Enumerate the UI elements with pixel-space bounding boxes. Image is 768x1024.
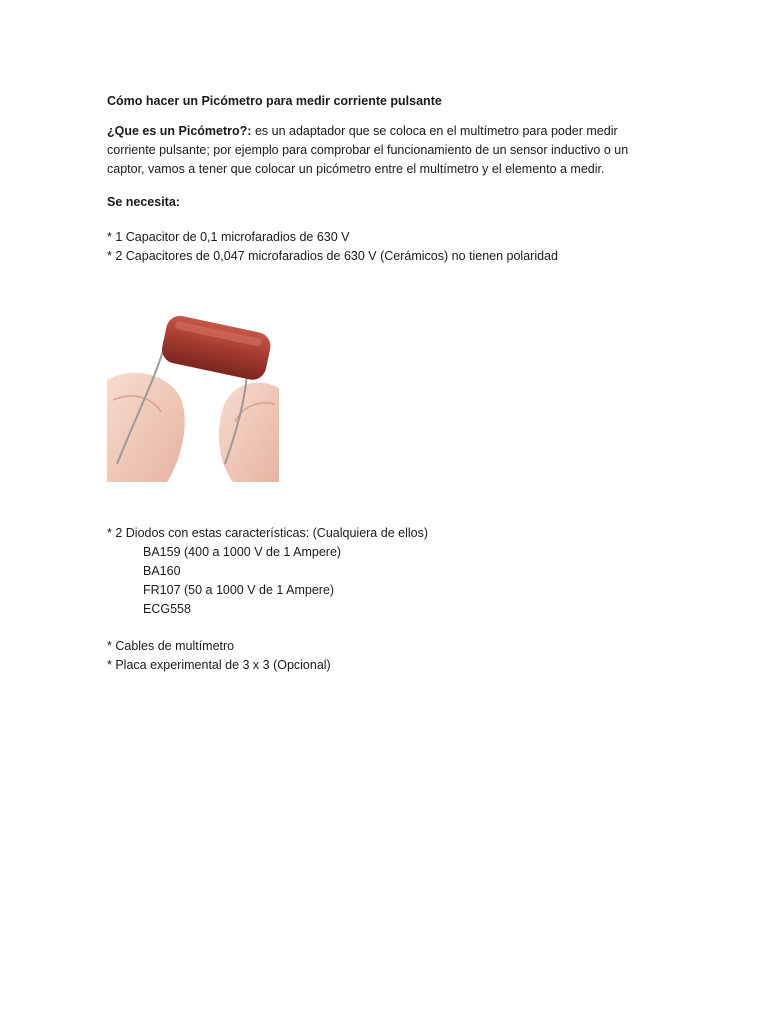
capacitor-photo: [107, 304, 279, 482]
list-item: BA160: [143, 564, 181, 578]
list-item: ECG558: [143, 602, 191, 616]
diodes-section: [107, 524, 667, 619]
document-title: Cómo hacer un Picómetro para medir corriente pulsante: [107, 94, 442, 108]
intro-paragraph: [107, 122, 667, 179]
list-item: * Placa experimental de 3 x 3 (Opcional): [107, 658, 331, 672]
needs-label: Se necesita:: [107, 195, 180, 209]
list-item: * Cables de multímetro: [107, 639, 235, 653]
diodes-header: * 2 Diodos con estas características: (Cualquiera de ellos): [107, 526, 428, 540]
intro-lead: ¿Que es un Picómetro?:: [107, 124, 252, 138]
capacitor-list: [107, 228, 667, 266]
list-item: BA159 (400 a 1000 V de 1 Ampere): [143, 545, 342, 559]
document-page: [107, 92, 667, 675]
diode-list: [107, 524, 667, 619]
list-item: * 1 Capacitor de 0,1 microfaradios de 630 V: [107, 230, 350, 244]
list-item: FR107 (50 a 1000 V de 1 Ampere): [143, 583, 335, 597]
extras-list: [107, 637, 667, 675]
list-item: * 2 Capacitores de 0,047 microfaradios de 630 V (Cerámicos) no tienen polaridad: [107, 249, 558, 263]
intro-text: es un adaptador que se coloca en el multímetro para poder medir corriente pulsante; por ejemplo para comprobar el funcionamiento de un sensor inductivo o un captor, vamos a tener que colocar un picómetro entre el multímetro y el elemento a medir.: [107, 124, 629, 176]
extras-section: [107, 637, 667, 675]
